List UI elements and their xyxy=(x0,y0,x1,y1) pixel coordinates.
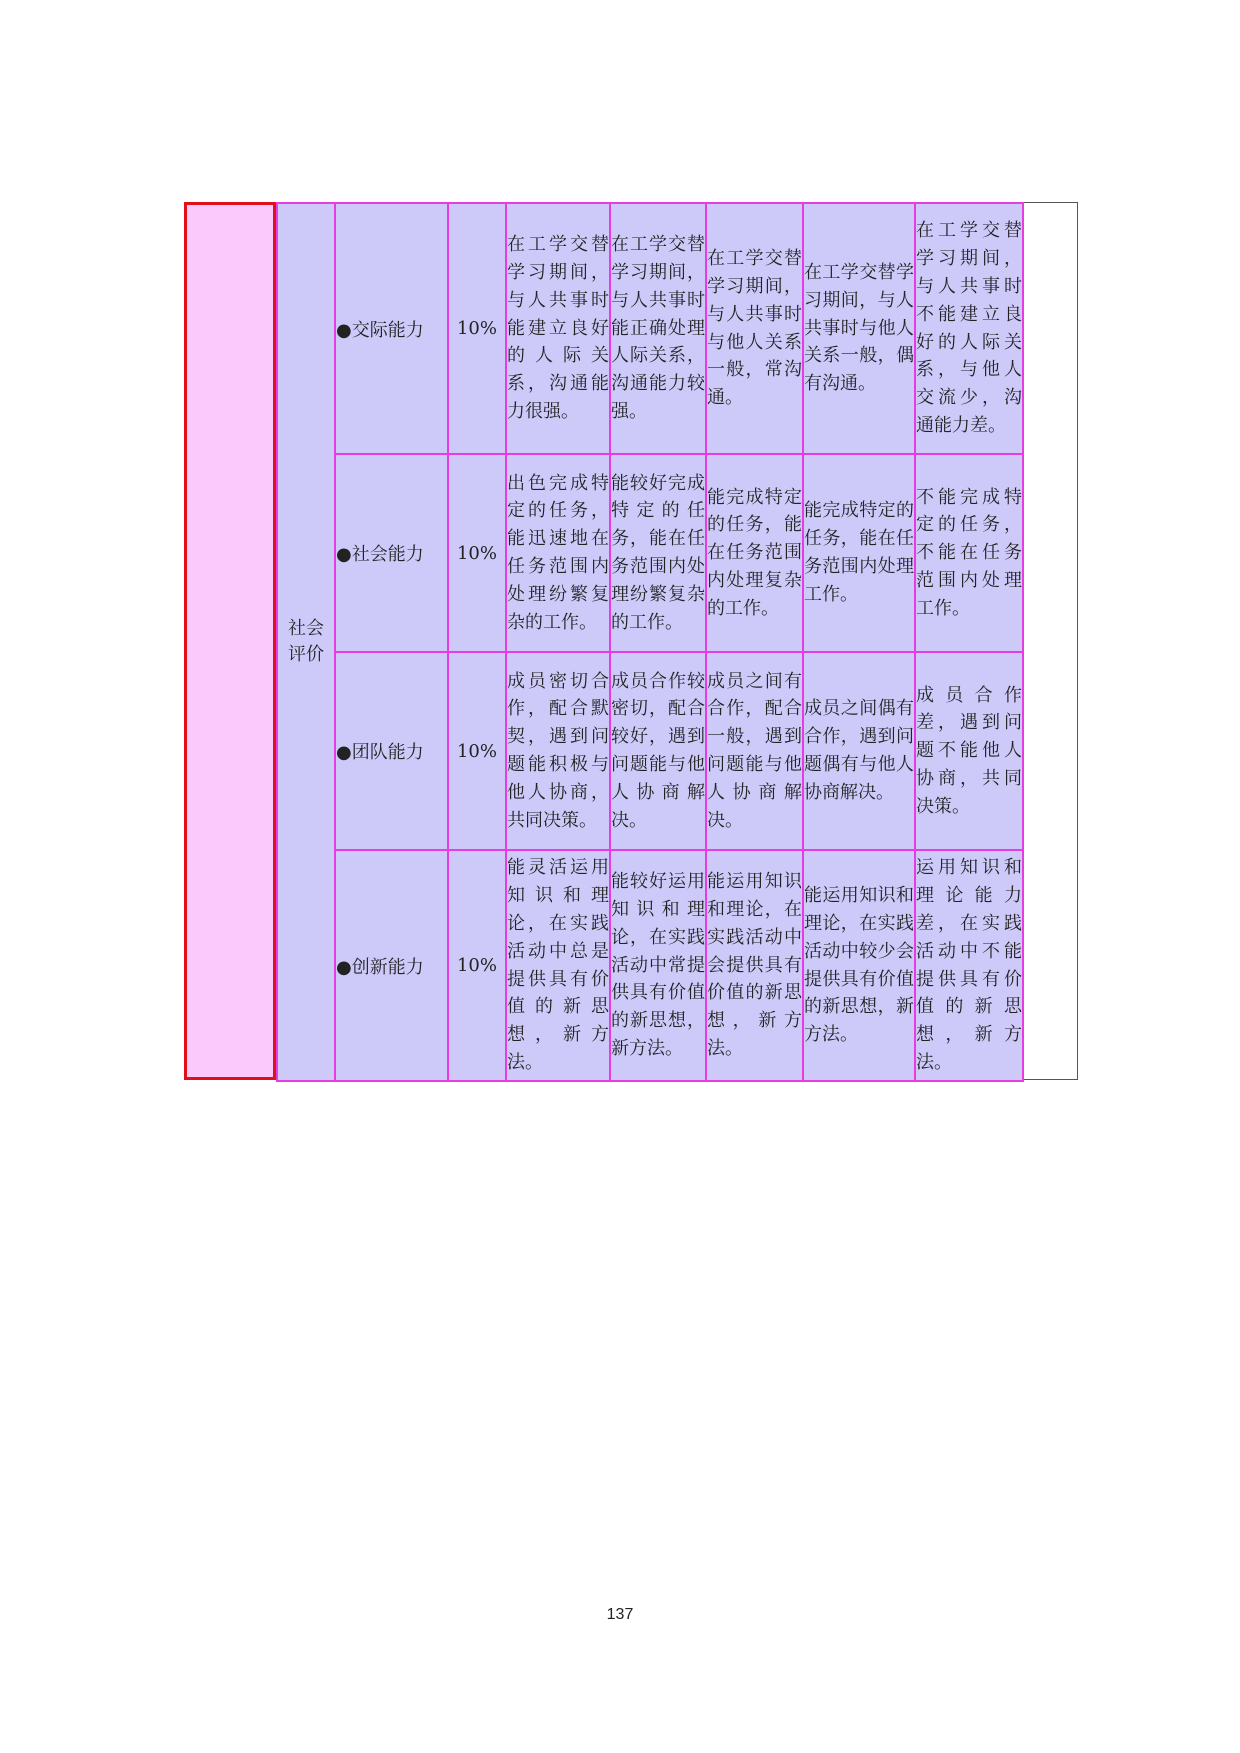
item-weight: 10% xyxy=(448,652,506,850)
table-row xyxy=(277,454,1023,652)
item-name: ●交际能力 xyxy=(335,203,448,454)
level-description: 出色完成特定的任务，能迅速地在任务范围内处理纷繁复杂的工作。 xyxy=(506,454,610,652)
level-description: 成员合作较密切，配合较好，遇到问题能与他人协商解决。 xyxy=(610,652,706,850)
level-description: 能较好完成特定的任务，能在任务范围内处理纷繁复杂的工作。 xyxy=(610,454,706,652)
item-weight: 10% xyxy=(448,850,506,1081)
level-description: 能较好运用知识和理论，在实践活动中常提供具有价值的新思想，新方法。 xyxy=(610,850,706,1081)
level-description: 能完成特定的任务，能在任务范围内处理复杂的工作。 xyxy=(706,454,803,652)
level-description: 能运用知识和理论，在实践活动中较少会提供具有价值的新思想，新方法。 xyxy=(803,850,915,1081)
level-description: 能运用知识和理论，在实践活动中会提供具有价值的新思想，新方法。 xyxy=(706,850,803,1081)
level-description: 运用知识和理论能力差，在实践活动中不能提供具有价值的新思想，新方法。 xyxy=(915,850,1023,1081)
level-description: 在工学交替学习期间，与人共事时能建立良好的人际关系，沟通能力很强。 xyxy=(506,203,610,454)
level-description: 在工学交替学习期间，与人共事时不能建立良好的人际关系，与他人交流少，沟通能力差。 xyxy=(915,203,1023,454)
table-row xyxy=(277,203,1023,454)
page-number: 137 xyxy=(606,1606,634,1623)
level-description: 成员之间有合作，配合一般，遇到问题能与他人协商解决。 xyxy=(706,652,803,850)
level-description: 能灵活运用知识和理论，在实践活动中总是提供具有价值的新思想，新方法。 xyxy=(506,850,610,1081)
level-description: 在工学交替学习期间，与人共事时与他人关系一般，偶有沟通。 xyxy=(803,203,915,454)
level-description: 成员合作差，遇到问题不能他人协商，共同决策。 xyxy=(915,652,1023,850)
level-description: 能完成特定的任务，能在任务范围内处理工作。 xyxy=(803,454,915,652)
item-name: ●团队能力 xyxy=(335,652,448,850)
level-description: 成员密切合作，配合默契，遇到问题能积极与他人协商，共同决策。 xyxy=(506,652,610,850)
table-row xyxy=(277,850,1023,1081)
item-name: ●社会能力 xyxy=(335,454,448,652)
item-name: ●创新能力 xyxy=(335,850,448,1081)
level-description: 不能完成特定的任务，不能在任务范围内处理工作。 xyxy=(915,454,1023,652)
table-row xyxy=(277,652,1023,850)
evaluation-rubric-table xyxy=(276,202,1024,1082)
level-description: 在工学交替学习期间，与人共事时与他人关系一般，常沟通。 xyxy=(706,203,803,454)
category-cell: 社会 评价 xyxy=(277,203,335,1081)
highlighted-empty-column xyxy=(184,202,276,1080)
level-description: 在工学交替学习期间，与人共事时能正确处理人际关系，沟通能力较强。 xyxy=(610,203,706,454)
item-weight: 10% xyxy=(448,203,506,454)
level-description: 成员之间偶有合作，遇到问题偶有与他人协商解决。 xyxy=(803,652,915,850)
item-weight: 10% xyxy=(448,454,506,652)
